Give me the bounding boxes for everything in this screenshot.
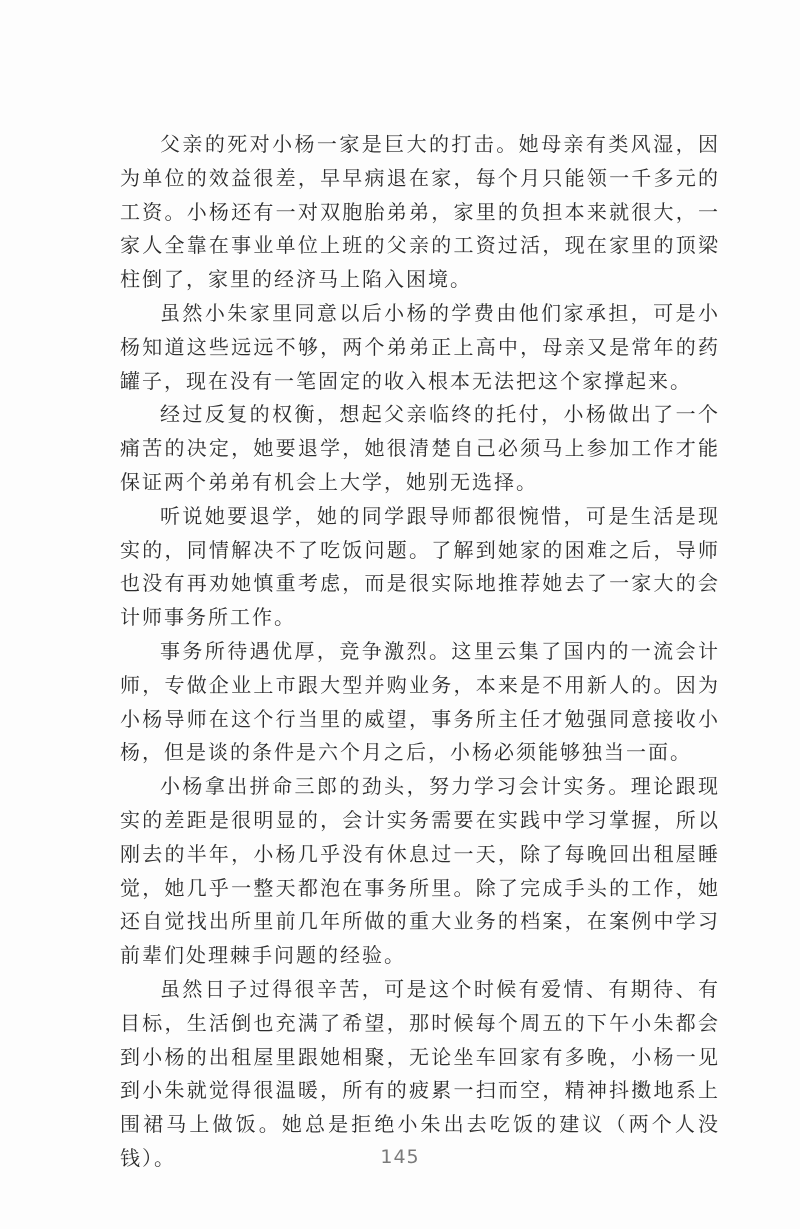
paragraph-4: 听说她要退学，她的同学跟导师都很惋惜，可是生活是现实的，同情解决不了吃饭问题。了解到她家的困难之后，导师也没有再劝她慎重考虑，而是很实际地推荐她去了一家大的会计师事务所工作。 bbox=[120, 503, 720, 630]
paragraph-3: 经过反复的权衡，想起父亲临终的托付，小杨做出了一个痛苦的决定，她要退学，她很清楚自己必须马上参加工作才能保证两个弟弟有机会上大学，她别无选择。 bbox=[120, 402, 720, 494]
paragraph-2: 虽然小朱家里同意以后小杨的学费由他们家承担，可是小杨知道这些远远不够，两个弟弟正上高中，母亲又是常年的药罐子，现在没有一笔固定的收入根本无法把这个家撑起来。 bbox=[120, 300, 720, 393]
paragraph-5: 事务所待遇优厚，竞争激烈。这里云集了国内的一流会计师，专做企业上市跟大型并购业务，本来是不用新人的。因为小杨导师在这个行当里的威望，事务所主任才勉强同意接收小杨，但是谈的条件是六个月之后，小杨必须能够独当一面。 bbox=[120, 638, 720, 765]
body-text bbox=[120, 128, 720, 1176]
paragraph-1: 父亲的死对小杨一家是巨大的打击。她母亲有类风湿，因为单位的效益很差，早早病退在家，每个月只能领一千多元的工资。小杨还有一对双胞胎弟弟，家里的负担本来就很大，一家人全靠在事业单位上班的父亲的工资过活，现在家里的顶梁柱倒了，家里的经济马上陷入困境。 bbox=[120, 132, 720, 292]
paragraph-6: 小杨拿出拼命三郎的劲头，努力学习会计实务。理论跟现实的差距是很明显的，会计实务需要在实践中学习掌握，所以刚去的半年，小杨几乎没有休息过一天，除了每晚回出租屋睡觉，她几乎一整天都泡在事务所里。除了完成手头的工作，她还自觉找出所里前几年所做的重大业务的档案，在案例中学习前辈们处理棘手问题的经验。 bbox=[120, 774, 720, 968]
page-number: 145 bbox=[380, 1146, 420, 1168]
paragraph-7: 虽然日子过得很辛苦，可是这个时候有爱情、有期待、有目标，生活倒也充满了希望，那时候每个周五的下午小朱都会到小杨的出租屋里跟她相聚，无论坐车回家有多晚，小杨一见到小朱就觉得很温暖，所有的疲累一扫而空，精神抖擞地系上围裙马上做饭。她总是拒绝小朱出去吃饭的建议（两个人没钱）。 bbox=[120, 976, 720, 1170]
